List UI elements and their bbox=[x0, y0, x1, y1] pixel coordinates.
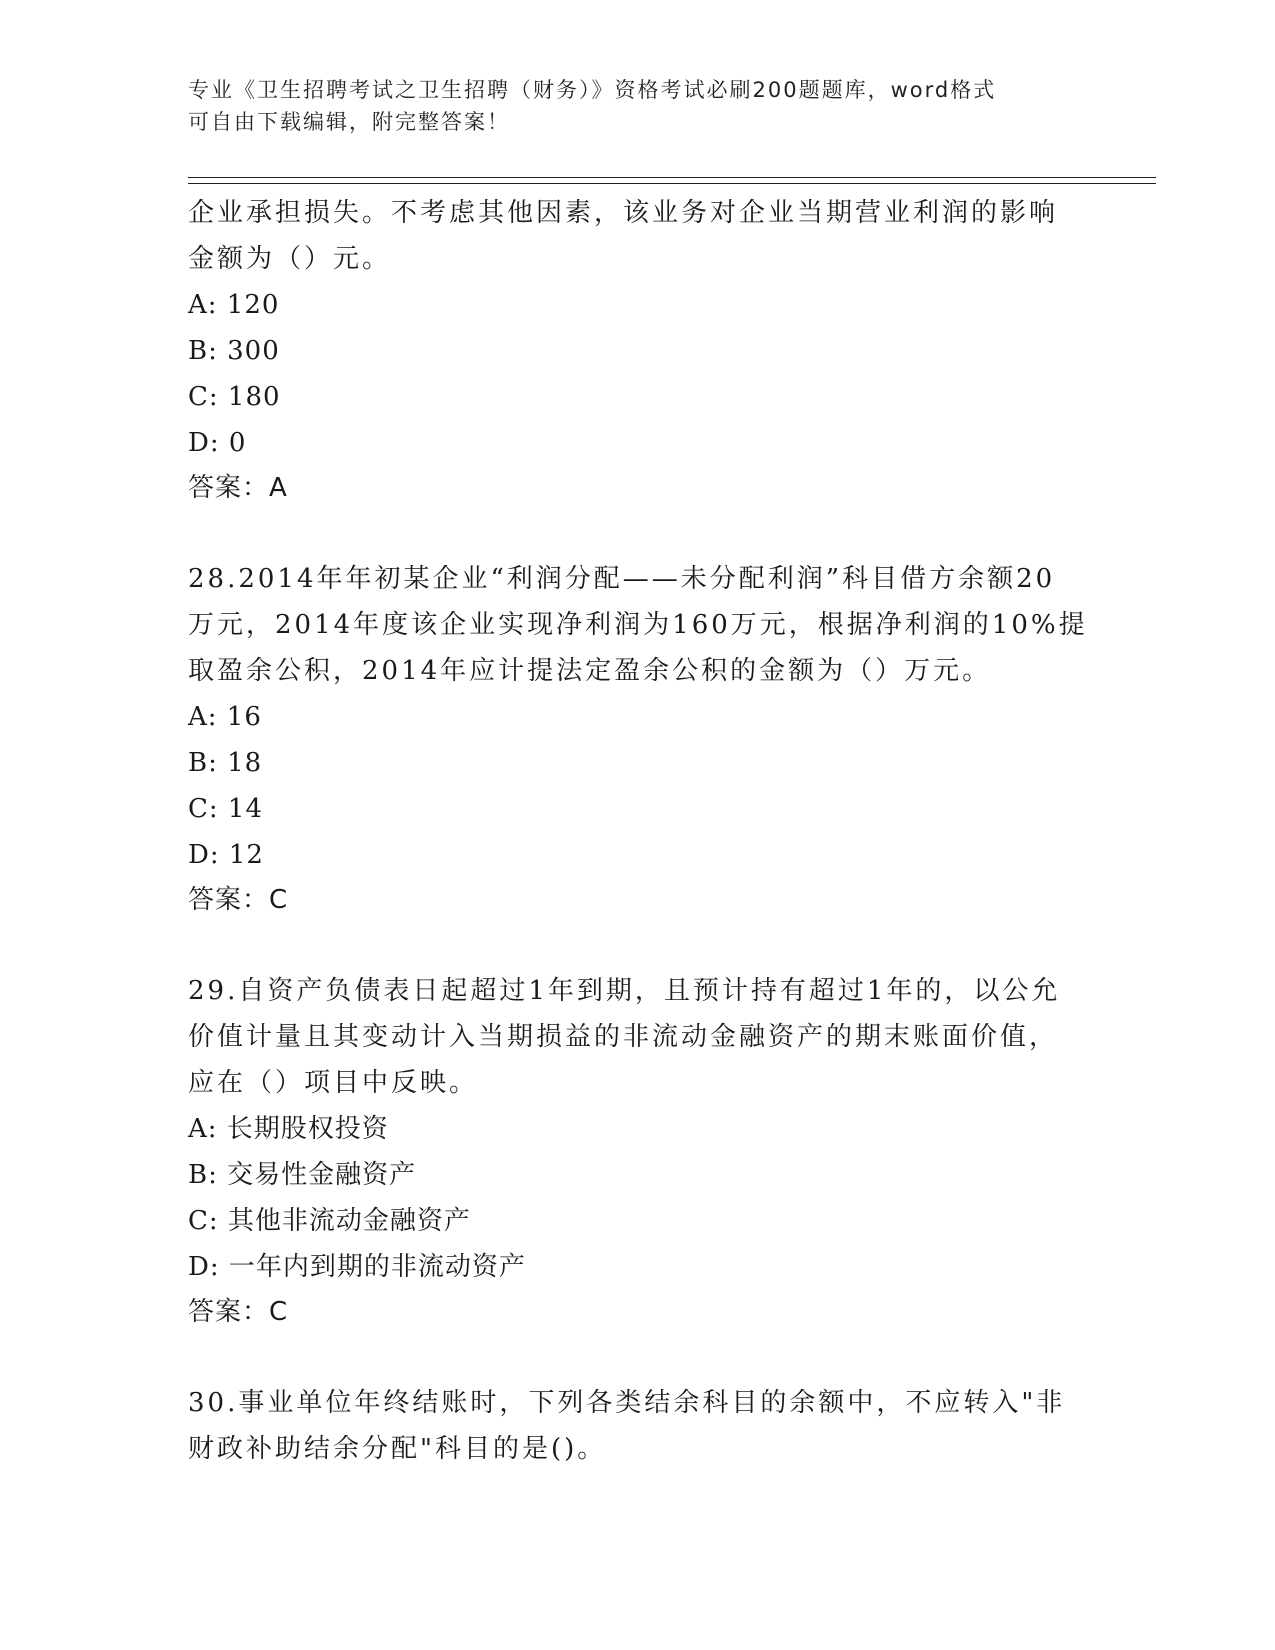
spacer bbox=[188, 510, 1088, 556]
answer: 答案：C bbox=[188, 1297, 289, 1327]
header-line-2: 可自由下载编辑，附完整答案！ bbox=[188, 110, 510, 134]
spacer bbox=[188, 1334, 1088, 1380]
question-stem-line: 应在（）项目中反映。 bbox=[188, 1068, 479, 1098]
header-rule-bottom bbox=[188, 183, 1156, 184]
option-a: A: 120 bbox=[188, 290, 280, 320]
document-header bbox=[188, 74, 1088, 138]
option-c: C: 180 bbox=[188, 382, 281, 412]
answer: 答案：A bbox=[188, 473, 288, 503]
question-stem-line: 万元，2014年度该企业实现净利润为160万元，根据净利润的10%提 bbox=[188, 610, 1088, 640]
question-stem-line: 财政补助结余分配"科目的是()。 bbox=[188, 1434, 607, 1464]
spacer bbox=[188, 922, 1088, 968]
option-d: D: 一年内到期的非流动资产 bbox=[188, 1252, 526, 1282]
question-stem-line: 金额为（）元。 bbox=[188, 244, 392, 274]
question-stem-line: 价值计量且其变动计入当期损益的非流动金融资产的期末账面价值， bbox=[188, 1022, 1059, 1052]
question-27 bbox=[188, 190, 1088, 510]
question-stem-line: 29.自资产负债表日起超过1年到期，且预计持有超过1年的，以公允 bbox=[188, 976, 1061, 1006]
option-c: C: 其他非流动金融资产 bbox=[188, 1206, 471, 1236]
question-30 bbox=[188, 1380, 1088, 1472]
option-d: D: 12 bbox=[188, 840, 264, 870]
header-line-1: 专业《卫生招聘考试之卫生招聘（财务）》资格考试必刷200题题库，word格式 bbox=[188, 78, 997, 102]
answer: 答案：C bbox=[188, 885, 289, 915]
question-stem-line: 企业承担损失。不考虑其他因素，该业务对企业当期营业利润的影响 bbox=[188, 198, 1059, 228]
question-stem-line: 28.2014年年初某企业“利润分配——未分配利润”科目借方余额20 bbox=[188, 564, 1056, 594]
option-b: B: 交易性金融资产 bbox=[188, 1160, 417, 1190]
option-b: B: 18 bbox=[188, 748, 263, 778]
option-b: B: 300 bbox=[188, 336, 280, 366]
header-rule-top bbox=[188, 177, 1156, 178]
question-29 bbox=[188, 968, 1088, 1334]
option-a: A: 长期股权投资 bbox=[188, 1114, 389, 1144]
option-c: C: 14 bbox=[188, 794, 264, 824]
option-d: D: 0 bbox=[188, 428, 247, 458]
document-body bbox=[188, 190, 1088, 1472]
question-stem-line: 30.事业单位年终结账时，下列各类结余科目的余额中，不应转入"非 bbox=[188, 1388, 1066, 1418]
option-a: A: 16 bbox=[188, 702, 262, 732]
question-28 bbox=[188, 556, 1088, 922]
question-stem-line: 取盈余公积，2014年应计提法定盈余公积的金额为（）万元。 bbox=[188, 656, 992, 686]
